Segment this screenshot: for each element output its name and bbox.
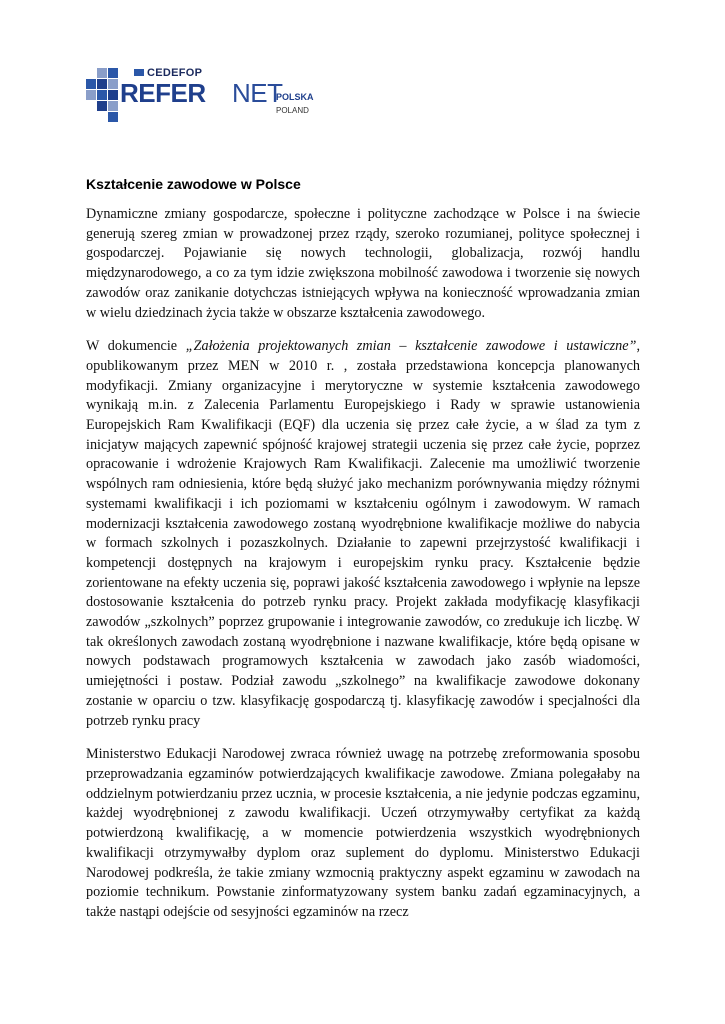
refernet-logo (100, 66, 340, 126)
logo-square (108, 79, 118, 89)
polska-label: POLSKA (276, 92, 314, 102)
paragraph-document (86, 337, 640, 731)
paragraph-ministry: Ministerstwo Edukacji Narodowej zwraca również uwagę na potrzebę zreformowania sposobu przeprowadzania egzaminów potwierdzających kwalifikacje zawodowe. Zmiana polegałaby na oddzielnym potwierdzaniu przez ucznia, w procesie kształcenia, a nie jedynie podczas egzaminu, każdej wyodrębnionej z zawodu kwalifikacji. Uczeń otrzymywałby certyfikat za każdą potwierdzoną kwalifikację, a w momencie potwierdzenia wszystkich wyodrębnionych kwalifikacji otrzymywałby dyplom oraz suplement do dyplomu. Ministerstwo Edukacji Narodowej podkreśla, że takie zmiany wzmocnią praktyczny aspekt egzaminu w zawodach na poziomie technikum. Powstanie zinformatyzowany system banku zadań egzaminacyjnych, a także nastąpi odejście od sesyjności egzaminów na rzecz (86, 746, 640, 920)
poland-label: POLAND (276, 106, 309, 115)
refer-wordmark: REFER (120, 78, 206, 108)
logo-square (108, 68, 118, 78)
logo-square (97, 68, 107, 78)
document-body (86, 205, 640, 937)
logo-square (97, 101, 107, 111)
logo-square (97, 90, 107, 100)
logo-square (108, 90, 118, 100)
net-wordmark: NET (232, 78, 283, 108)
logo-square (86, 79, 96, 89)
logo-square (97, 79, 107, 89)
page-title: Kształcenie zawodowe w Polsce (86, 176, 301, 192)
document-title-quote: „Założenia projektowanych zmian – kształcenie zawodowe i ustawiczne” (185, 338, 637, 355)
paragraph-document-lead: W dokumencie (86, 338, 186, 355)
cedefop-label: CEDEFOP (147, 67, 203, 79)
logo-square (108, 101, 118, 111)
logo-square (108, 112, 118, 122)
paragraph-intro: Dynamiczne zmiany gospodarcze, społeczne i polityczne zachodzące w Polsce i na świecie generują szereg zmian w prowadzonej przez rządy, szeroko rozumianej, polityce społecznej i gospodarczej. Pojawianie się nowych technologii, globalizacja, rozwój handlu międzynarodowego, a co za tym idzie zwiększona mobilność zawodowa i tworzenie się nowych zawodów oraz zanikanie dotychczas istniejących wpływa na konieczność wprowadzania zmian w wielu dziedzinach życia także w obszarze kształcenia zawodowego. (86, 206, 640, 321)
logo-square (86, 90, 96, 100)
paragraph-document-rest: , opublikowanym przez MEN w 2010 r. , została przedstawiona koncepcja planowanych modyfikacji. Zmiany organizacyjne i merytoryczne w systemie kształcenia zawodowego wynikają m.in. z Zalecenia Parlamentu Europejskiego i Rady w sprawie ustanowienia Europejskich Ram Kwalifikacji (EQF) dla uczenia się przez całe życie, a w ślad za tym z inicjatyw mających zapewnić spójność krajowej strategii uczenia się przez całe życie, poprzez opracowanie i wdrożenie Krajowych Ram Kwalifikacji. Zalecenie ma umożliwić tworzenie wspólnych ram odniesienia, które będą służyć jako mechanizm porównywania między różnymi systemami kwalifikacji i ich poziomami w kształceniu ogólnym i zawodowym. W ramach modernizacji kształcenia zawodowego zostaną wyodrębnione kwalifikacje możliwe do nabycia w formach szkolnych i pozaszkolnych. Działanie to zapewni przejrzystość kwalifikacji i kompetencji dostępnych na krajowym i europejskim rynku pracy. Kształcenie będzie zorientowane na efekty uczenia się, poprawi jakość kształcenia zawodowego i wpłynie na lepsze dostosowanie kształcenia do potrzeb rynku pracy. Projekt zakłada modyfikację klasyfikacji zawodów „szkolnych” poprzez grupowanie i integrowanie zawodów, co zredukuje ich liczbę. W tak określonych zawodach zostaną wyodrębnione i nazwane kwalifikacje, które będą opisane w nowych podstawach programowych kształcenia w zawodach jako zasób wiadomości, umiejętności i postaw. Podział zawodu „szkolnego” na kwalifikacje zawodowe dokonany zostanie w oparciu o tzw. klasyfikację gospodarczą tj. klasyfikację zawodów i specjalności dla potrzeb rynku pracy (86, 338, 640, 729)
eu-flag-icon (134, 69, 144, 76)
